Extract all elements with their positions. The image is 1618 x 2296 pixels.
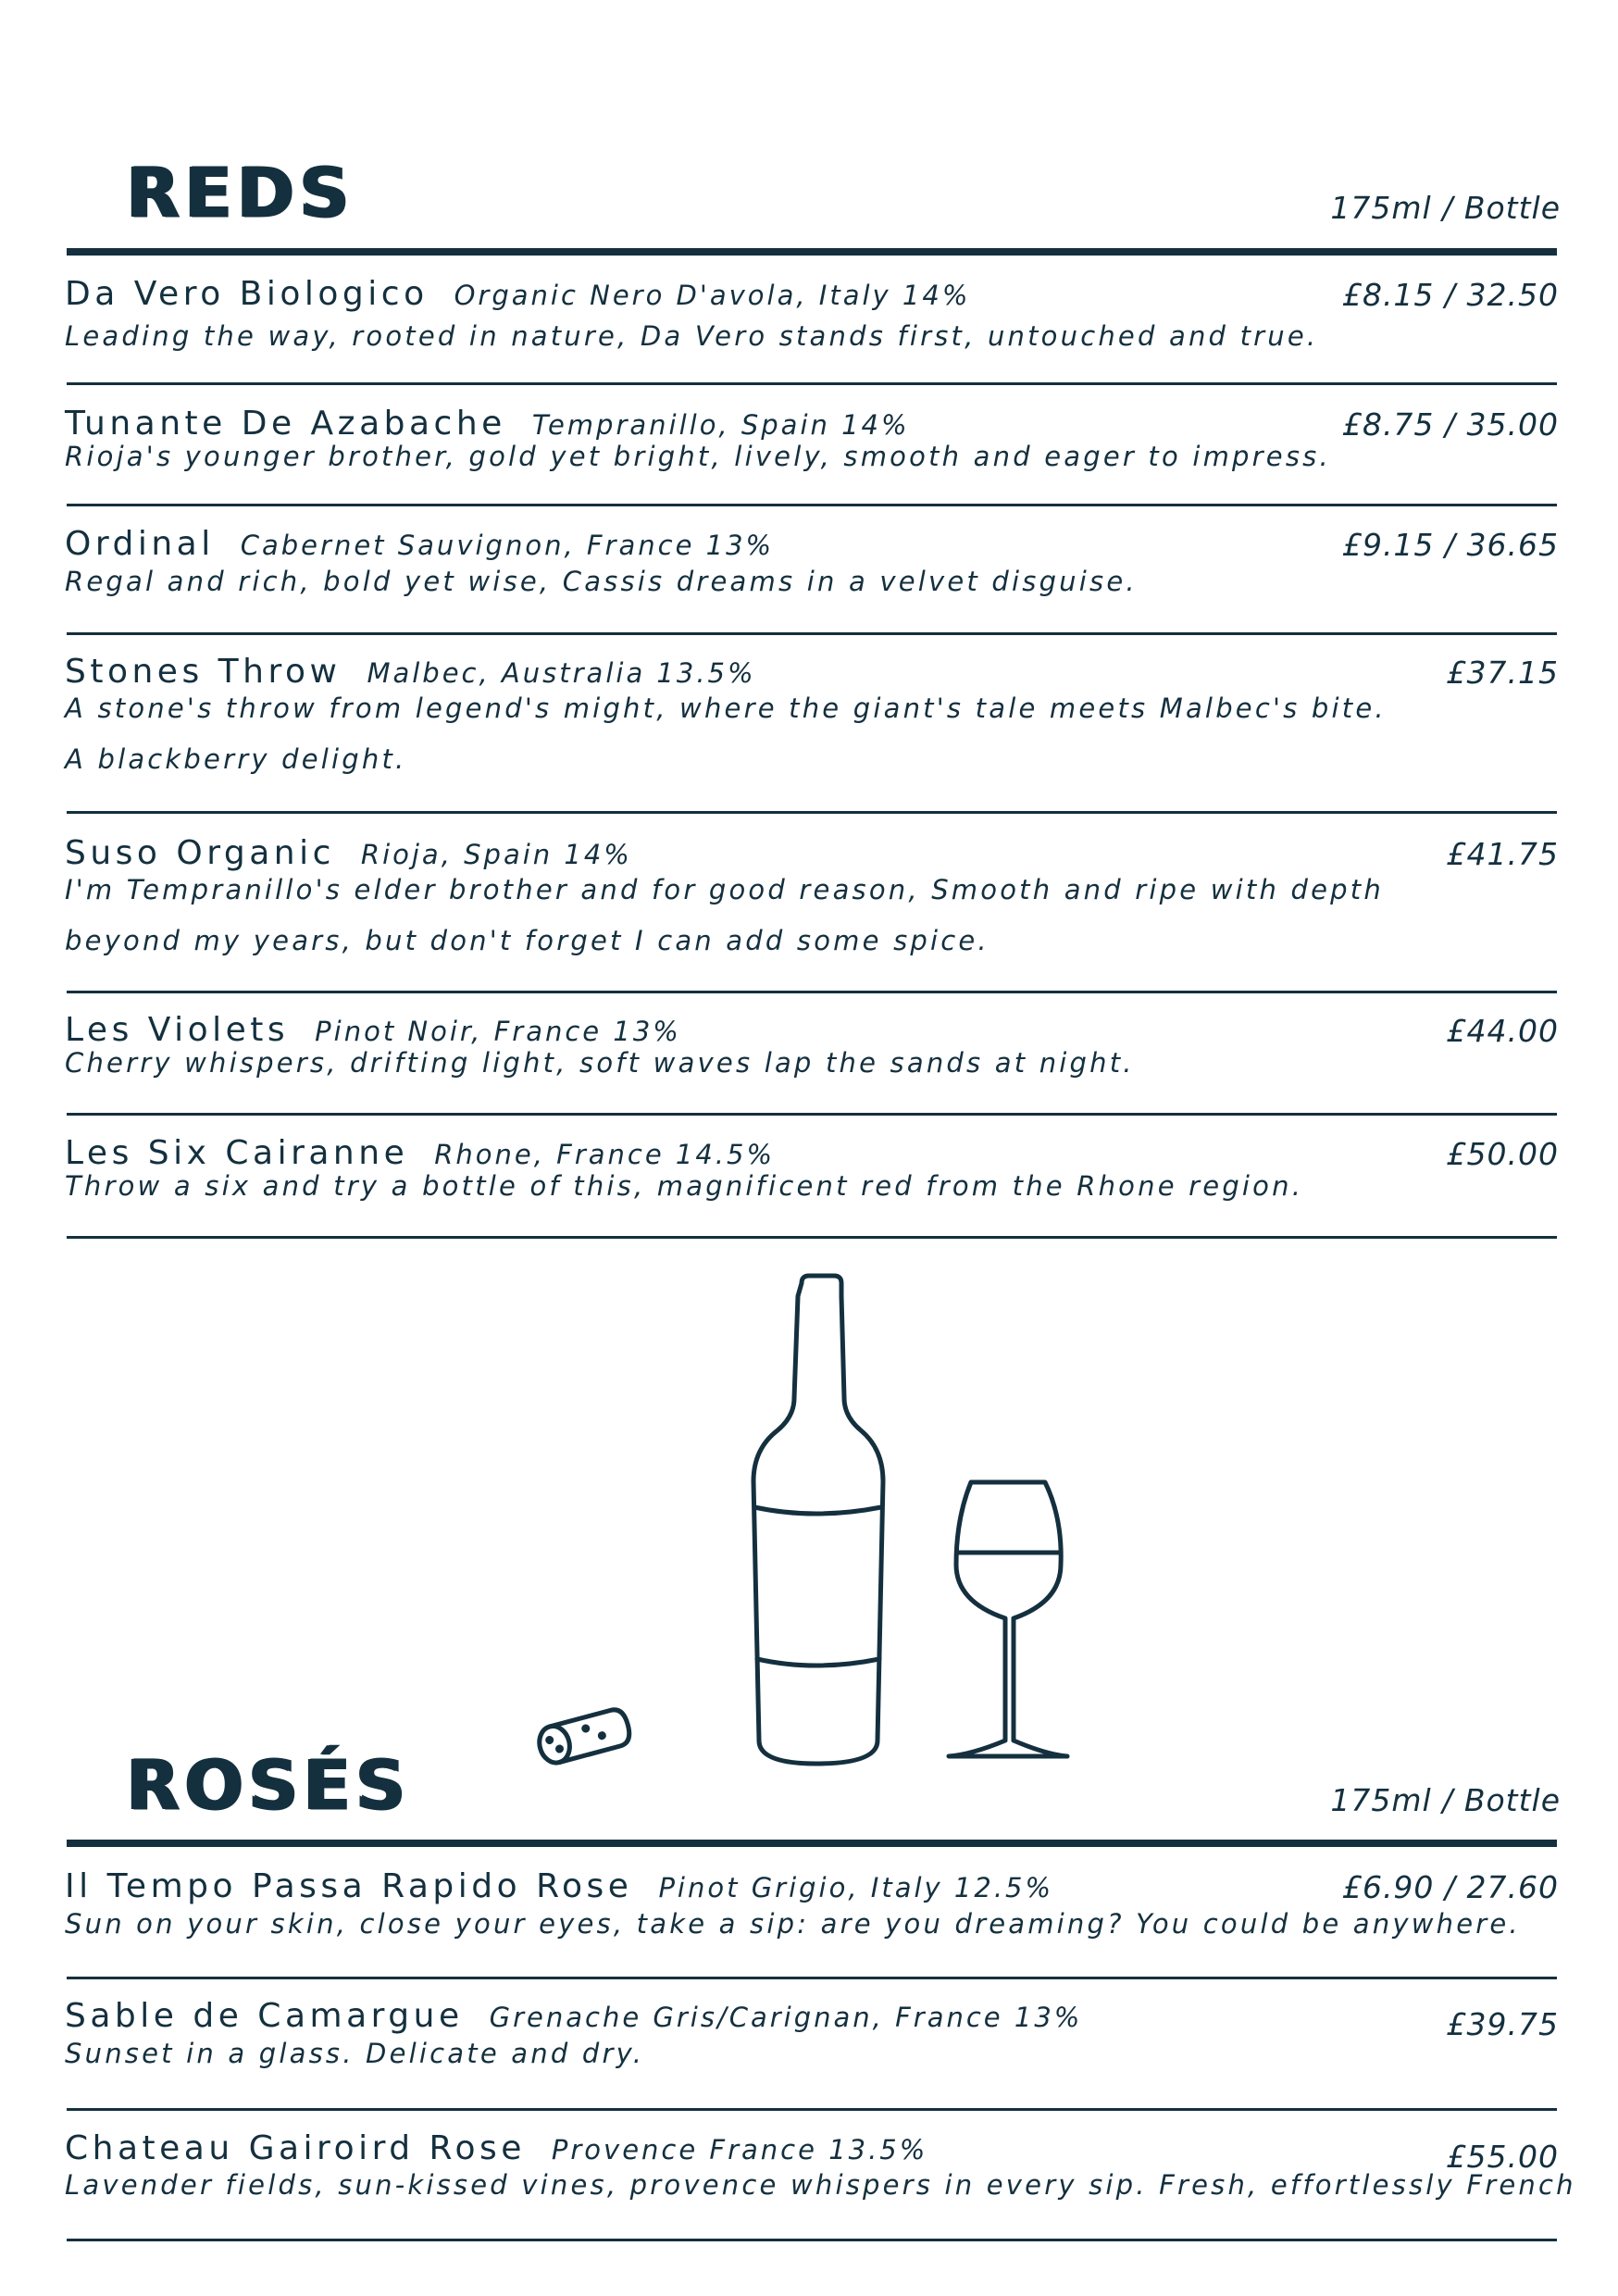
wine-price: £41.75 (1446, 836, 1559, 872)
wine-name: Les Six Cairanne (65, 1134, 409, 1172)
wine-details: Rhone, France 14.5% (434, 1139, 776, 1170)
wine-price: £44.00 (1446, 1013, 1559, 1049)
wine-details: Cabernet Sauvignon, France 13% (240, 530, 775, 561)
wine-price: £9.15 / 36.65 (1341, 527, 1559, 563)
wine-price: £50.00 (1446, 1136, 1559, 1172)
wine-price: £8.75 / 35.00 (1341, 406, 1559, 443)
wine-name: Les Violets (65, 1011, 290, 1049)
roses-unit-label: 175ml / Bottle (1330, 1782, 1561, 1818)
wine-details: Organic Nero D'avola, Italy 14% (454, 280, 971, 311)
cork-icon (535, 1707, 632, 1766)
wine-description: Leading the way, rooted in nature, Da Vero stands first, untouched and true. (65, 320, 1319, 352)
wine-description: Regal and rich, bold yet wise, Cassis dreams in a velvet disguise. (65, 566, 1138, 597)
wine-glass-icon (949, 1482, 1067, 1756)
wine-price: £6.90 / 27.60 (1341, 1869, 1559, 1905)
wine-description: Lavender fields, sun-kissed vines, provence whispers in every sip. Fresh, effortlessly French (65, 2169, 1576, 2201)
wine-price: £55.00 (1446, 2139, 1559, 2175)
wine-name: Sable de Camargue (65, 1997, 464, 2035)
wine-details: Grenache Gris/Carignan, France 13% (489, 2002, 1083, 2033)
wine-details: Pinot Grigio, Italy 12.5% (658, 1872, 1054, 1903)
wine-details: Rioja, Spain 14% (360, 839, 632, 870)
wine-price: £39.75 (1446, 2006, 1559, 2042)
wine-description: Cherry whispers, drifting light, soft waves lap the sands at night. (65, 1047, 1135, 1079)
wine-description: Rioja's younger brother, gold yet bright, lively, smooth and eager to impress. (65, 441, 1331, 472)
wine-details: Malbec, Australia 13.5% (367, 657, 756, 689)
wine-description: A stone's throw from legend's might, where the giant's tale meets Malbec's bite. (65, 693, 1387, 724)
reds-heading: REDS (128, 154, 356, 233)
wine-price: £8.15 / 32.50 (1341, 277, 1559, 313)
wine-description: Throw a six and try a bottle of this, magnificent red from the Rhone region. (65, 1170, 1304, 1202)
reds-unit-label: 175ml / Bottle (1330, 190, 1561, 226)
wine-description: A blackberry delight. (65, 743, 407, 775)
row-divider (67, 2108, 1557, 2111)
wine-details: Tempranillo, Spain 14% (531, 409, 910, 441)
wine-name: Il Tempo Passa Rapido Rose (65, 1867, 633, 1905)
wine-name: Stones Throw (65, 653, 342, 691)
row-divider (67, 1977, 1557, 1979)
row-divider (67, 2239, 1557, 2241)
wine-name: Da Vero Biologico (65, 275, 429, 313)
wine-name: Chateau Gairoird Rose (65, 2129, 526, 2167)
wine-description: Sunset in a glass. Delicate and dry. (65, 2038, 645, 2069)
wine-description: Sun on your skin, close your eyes, take a sip: are you dreaming? You could be anywhere. (65, 1908, 1521, 1940)
roses-divider (67, 1840, 1557, 1847)
wine-description: beyond my years, but don't forget I can add some spice. (65, 925, 989, 956)
wine-name: Tunante De Azabache (65, 405, 506, 443)
wine-name: Ordinal (65, 525, 215, 563)
wine-details: Provence France 13.5% (551, 2134, 928, 2165)
roses-heading: ROSÉS (128, 1746, 413, 1826)
wine-name: Suso Organic (65, 834, 335, 872)
wine-description: I'm Tempranillo's elder brother and for good reason, Smooth and ripe with depth (65, 874, 1384, 905)
wine-price: £37.15 (1446, 655, 1559, 691)
wine-bottle-icon (753, 1276, 883, 1764)
wine-details: Pinot Noir, France 13% (315, 1016, 681, 1047)
